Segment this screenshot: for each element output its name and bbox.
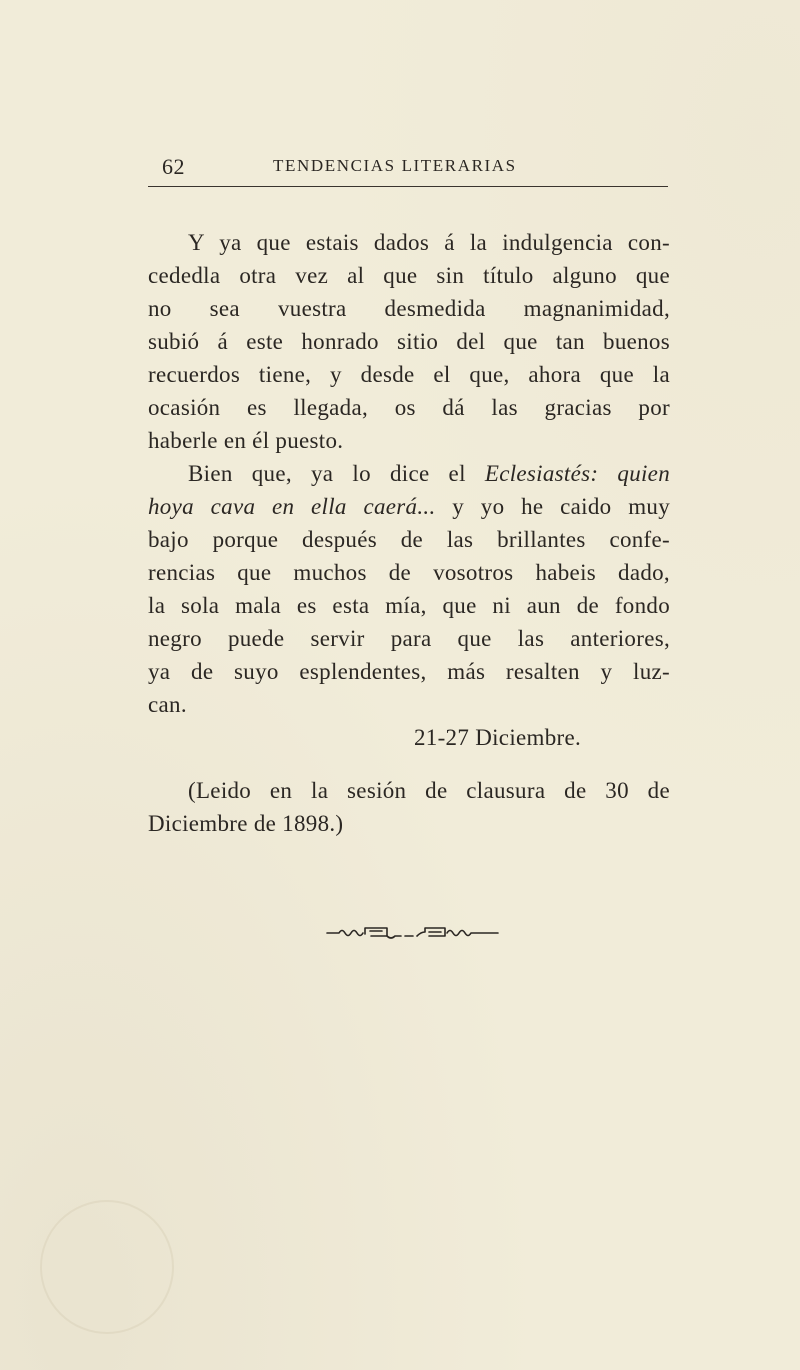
text-line: la sola mala es esta mía, que ni aun de fondo (148, 593, 670, 618)
running-title: TENDENCIAS LITERARIAS (273, 156, 517, 175)
text-line: ya de suyo esplendentes, más resalten y luz- (148, 659, 670, 684)
body-text (148, 226, 670, 840)
text-line: no sea vuestra desmedida magnanimidad, (148, 296, 670, 321)
text-line (148, 490, 670, 523)
text-line: recuerdos tiene, y desde el que, ahora que la (148, 362, 670, 387)
italic-quote: hoya cava en ella caerá... (148, 494, 436, 519)
paragraph-1 (148, 226, 670, 457)
paper-stain (40, 1200, 174, 1334)
text-line: rencias que muchos de vosotros habeis dado, (148, 560, 670, 585)
page-number: 62 (162, 154, 185, 179)
text-fragment: y yo he caido muy (435, 494, 670, 519)
paragraph-2 (148, 457, 670, 721)
text-line: haberle en él puesto. (148, 428, 344, 453)
paragraph-gap (148, 754, 670, 774)
page-header (148, 150, 668, 180)
text-line: subió á este honrado sitio del que tan buenos (148, 329, 670, 354)
text-line: can. (148, 692, 187, 717)
header-rule (148, 186, 668, 187)
closing-note (148, 774, 670, 840)
text-line: cededla otra vez al que sin título alguno que (148, 263, 670, 288)
text-line: bajo porque después de las brillantes confe- (148, 527, 670, 552)
text-line: Diciembre de 1898.) (148, 811, 344, 836)
text-line: (Leido en la sesión de clausura de 30 de (188, 778, 670, 803)
text-line: negro puede servir para que las anteriores, (148, 626, 670, 651)
tailpiece-ornament-icon (325, 920, 500, 944)
italic-quote: Eclesiastés: quien (484, 461, 670, 486)
date-line: 21-27 Diciembre. (414, 725, 582, 750)
text-line: ocasión es llegada, os dá las gracias por (148, 395, 670, 420)
text-line (148, 457, 670, 490)
text-fragment: Bien que, ya lo dice el (188, 461, 485, 486)
text-line: Y ya que estais dados á la indulgencia con- (188, 230, 670, 255)
